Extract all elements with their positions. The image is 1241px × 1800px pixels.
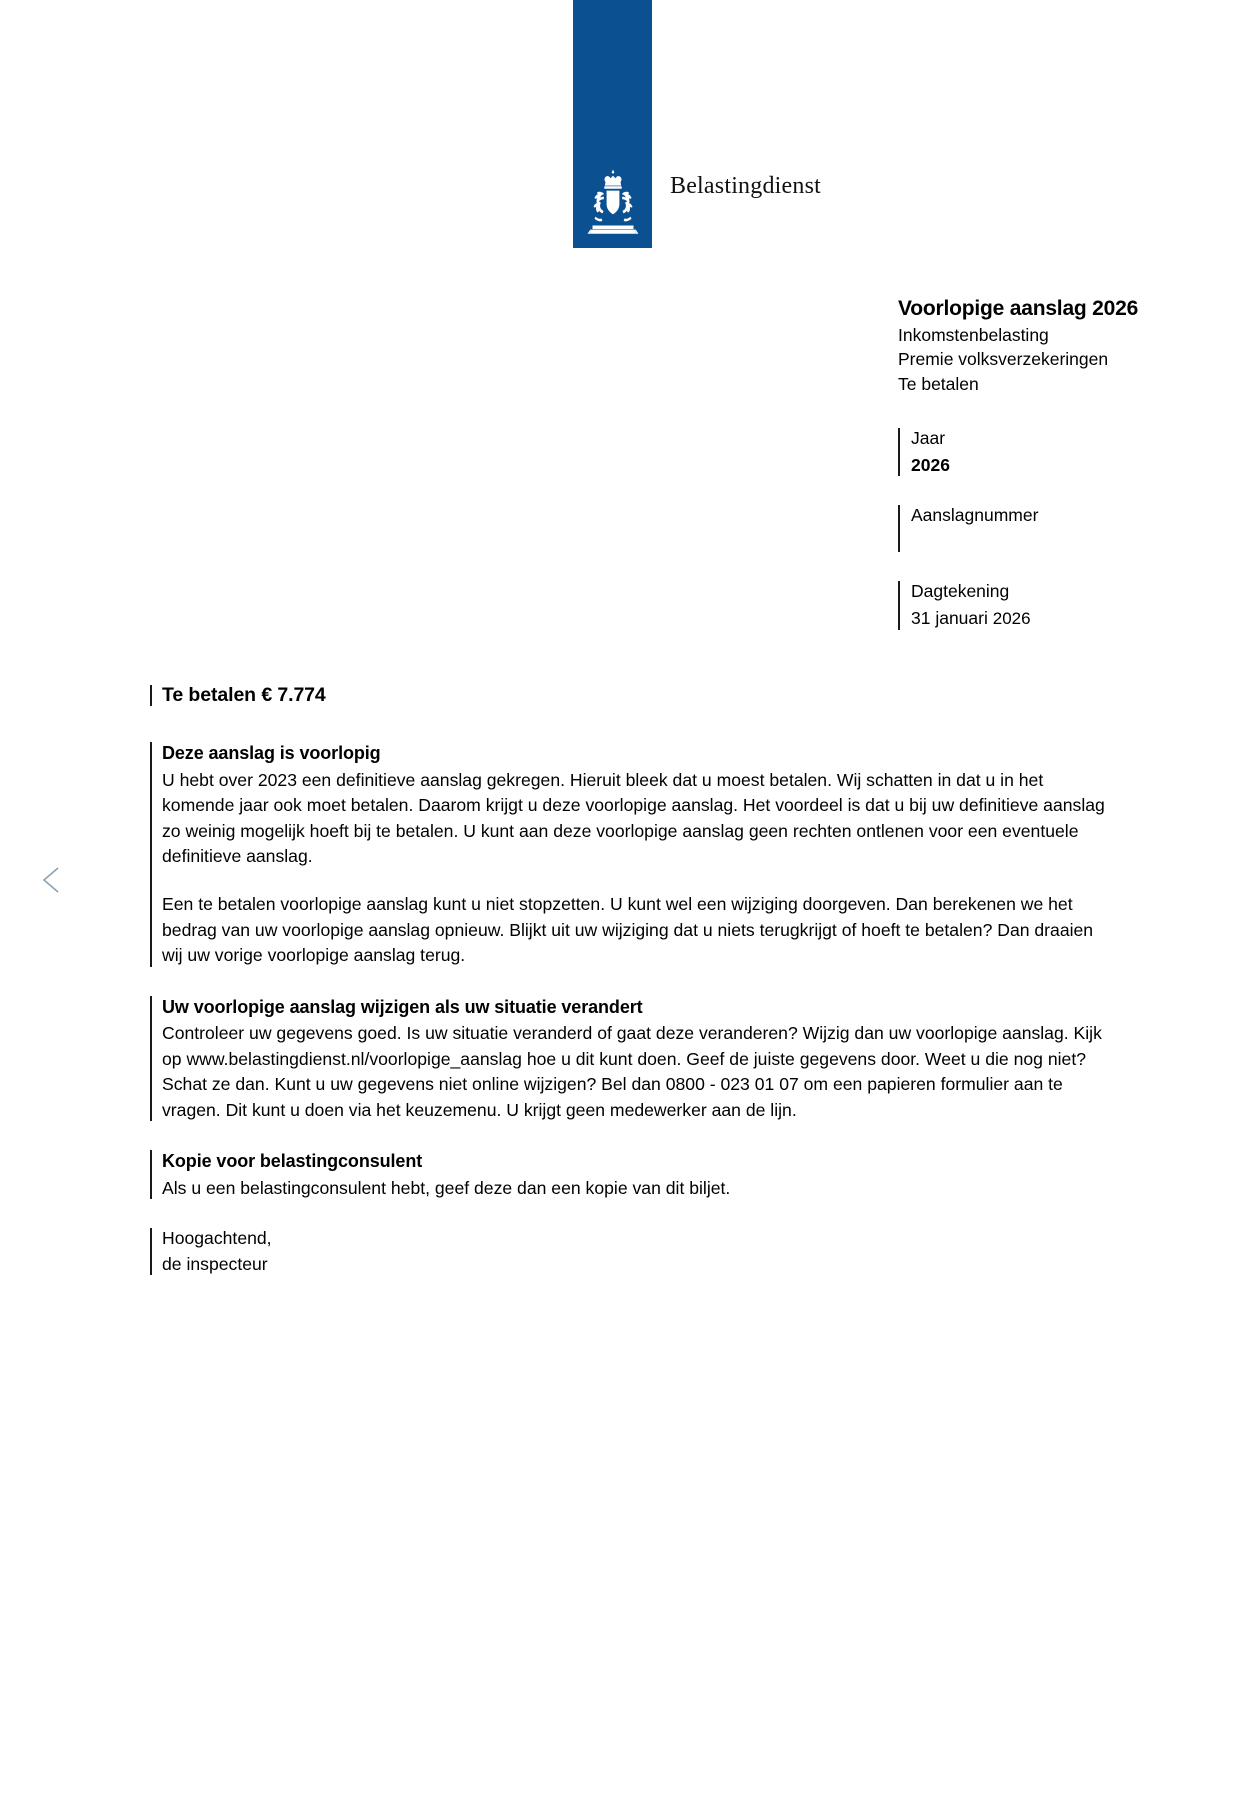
meta-value-assessment-number <box>911 529 1218 537</box>
belastingdienst-wordmark: Belastingdienst <box>670 173 821 199</box>
meta-value-date-year: 2026 <box>992 608 1031 628</box>
belastingdienst-logo-banner <box>573 0 652 248</box>
meta-label-year: Jaar <box>911 428 946 448</box>
signature-role: de inspecteur <box>162 1253 268 1274</box>
section-paragraph: Controleer uw gegevens goed. Is uw situatie veranderd of gaat deze veranderen? Wijzig dan uw voorlopige aanslag. Kijk op www.belastingdienst.nl/voorlopige_aanslag hoe u dit kunt doen. Geef de juiste gegevens door. Weet u die nog niet? Schat ze dan. Kunt u uw gegevens niet online wijzigen? Bel dan 0800 - 023 01 07 om een papieren formulier aan te vragen. Dit kunt u doen via het keuzemenu. U krijgt geen medewerker aan de lijn. <box>162 1023 1102 1120</box>
section-paragraph: Als u een belastingconsulent hebt, geef deze dan een kopie van dit biljet. <box>162 1177 731 1198</box>
amount-due-block <box>150 683 1110 708</box>
section-paragraph: U hebt over 2023 een definitieve aanslag gekregen. Hieruit bleek dat u moest betalen. Wij schatten in dat u in het komende jaar ook moet betalen. Daarom krijgt u deze voorlopige aanslag. Het voordeel is dat u bij uw definitieve aanslag zo weinig mogelijk hoeft bij te betalen. U kunt aan deze voorlopige aanslag geen rechten ontlenen voor een eventuele definitieve aanslag. <box>162 769 1105 867</box>
meta-value-date <box>911 605 1218 632</box>
meta-label-date: Dagtekening <box>911 581 1010 602</box>
document-header <box>898 295 1218 396</box>
section-voorlopige-aanslag-wijzigen <box>150 994 1110 1124</box>
signature-block <box>150 1226 1110 1277</box>
section-heading: Uw voorlopige aanslag wijzigen als uw situatie verandert <box>162 996 643 1017</box>
signature-salutation: Hoogachtend, <box>162 1228 272 1249</box>
section-deze-aanslag-is-voorlopig <box>150 740 1110 968</box>
header-subtitle-tax-type: Inkomstenbelasting <box>898 325 1049 346</box>
assessment-metadata <box>898 425 1218 656</box>
meta-field-year <box>898 425 1218 478</box>
section-heading: Deze aanslag is voorlopig <box>162 743 381 764</box>
meta-field-date <box>898 578 1218 631</box>
amount-due-text: Te betalen € 7.774 <box>162 684 326 706</box>
document-body <box>150 683 1110 1302</box>
section-kopie-voor-belastingconsulent <box>150 1148 1110 1201</box>
meta-label-assessment-number: Aanslagnummer <box>911 505 1039 526</box>
section-paragraph: Een te betalen voorlopige aanslag kunt u niet stopzetten. U kunt wel een wijziging doorgeven. Dan berekenen we het bedrag van uw voorlopige aanslag opnieuw. Blijkt uit uw wijziging dat u niets terugkrijgt of hoeft te betalen? Dan draaien wij uw vorige voorlopige aanslag terug. <box>162 893 1094 966</box>
meta-value-year: 2026 <box>911 454 950 475</box>
dutch-coat-of-arms-icon <box>584 168 642 238</box>
header-subtitle-payable: Te betalen <box>898 373 979 394</box>
section-heading: Kopie voor belastingconsulent <box>162 1151 423 1172</box>
meta-value-date-day: 31 januari <box>911 607 993 628</box>
meta-field-assessment-number <box>898 502 1218 554</box>
chevron-left-icon <box>38 862 64 898</box>
page-title: Voorlopige aanslag 2026 <box>898 297 1139 320</box>
header-subtitle-premium: Premie volksverzekeringen <box>898 349 1109 370</box>
